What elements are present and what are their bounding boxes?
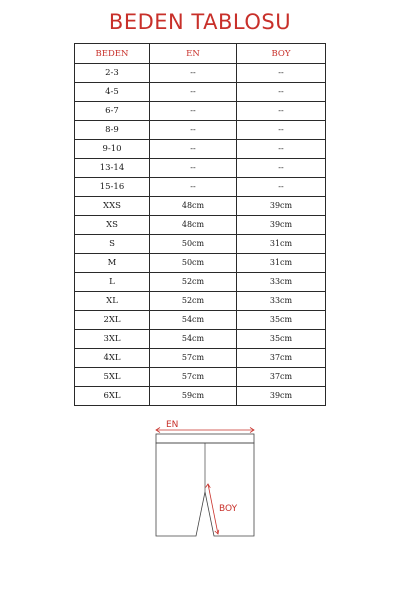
cell-size: 3XL	[75, 330, 150, 349]
cell-size: L	[75, 273, 150, 292]
cell-boy: --	[237, 64, 326, 83]
cell-boy: 37cm	[237, 349, 326, 368]
cell-boy: 39cm	[237, 197, 326, 216]
table-row	[75, 349, 326, 368]
header-beden: BEDEN	[75, 44, 150, 64]
cell-boy: --	[237, 83, 326, 102]
waistband	[156, 434, 254, 443]
table-row	[75, 140, 326, 159]
table-row	[75, 235, 326, 254]
table-row	[75, 254, 326, 273]
cell-boy: 35cm	[237, 311, 326, 330]
cell-boy: 39cm	[237, 216, 326, 235]
cell-en: 57cm	[150, 349, 237, 368]
cell-size: S	[75, 235, 150, 254]
cell-boy: --	[237, 140, 326, 159]
table-row	[75, 368, 326, 387]
table-body	[75, 64, 326, 406]
table-row	[75, 387, 326, 406]
table-row	[75, 64, 326, 83]
label-en: EN	[166, 420, 179, 430]
cell-size: XS	[75, 216, 150, 235]
table-row	[75, 159, 326, 178]
cell-size: 6XL	[75, 387, 150, 406]
cell-size: 2-3	[75, 64, 150, 83]
table-row	[75, 273, 326, 292]
cell-en: 52cm	[150, 292, 237, 311]
cell-boy: --	[237, 121, 326, 140]
cell-boy: --	[237, 102, 326, 121]
cell-size: XXS	[75, 197, 150, 216]
cell-en: --	[150, 102, 237, 121]
table-row	[75, 292, 326, 311]
cell-boy: 33cm	[237, 292, 326, 311]
cell-en: 48cm	[150, 216, 237, 235]
cell-en: --	[150, 83, 237, 102]
cell-en: 52cm	[150, 273, 237, 292]
cell-size: 4-5	[75, 83, 150, 102]
boy-arrow-top	[206, 484, 211, 488]
cell-boy: 31cm	[237, 235, 326, 254]
table-row	[75, 83, 326, 102]
header-boy: BOY	[237, 44, 326, 64]
table-row	[75, 216, 326, 235]
cell-size: 13-14	[75, 159, 150, 178]
table-header-row	[75, 44, 326, 64]
cell-boy: 31cm	[237, 254, 326, 273]
header-en: EN	[150, 44, 237, 64]
cell-en: --	[150, 178, 237, 197]
cell-en: 54cm	[150, 330, 237, 349]
shorts-drawing	[150, 418, 260, 548]
cell-en: 59cm	[150, 387, 237, 406]
cell-en: --	[150, 64, 237, 83]
cell-size: 9-10	[75, 140, 150, 159]
cell-size: 2XL	[75, 311, 150, 330]
cell-size: 6-7	[75, 102, 150, 121]
cell-size: XL	[75, 292, 150, 311]
size-chart-table	[74, 43, 326, 406]
cell-boy: 39cm	[237, 387, 326, 406]
cell-boy: 33cm	[237, 273, 326, 292]
label-boy: BOY	[219, 504, 238, 514]
table-row	[75, 330, 326, 349]
cell-en: 50cm	[150, 254, 237, 273]
cell-en: --	[150, 121, 237, 140]
cell-boy: --	[237, 178, 326, 197]
cell-size: M	[75, 254, 150, 273]
cell-en: 57cm	[150, 368, 237, 387]
cell-size: 15-16	[75, 178, 150, 197]
boy-arrow-bottom	[215, 530, 219, 534]
cell-size: 5XL	[75, 368, 150, 387]
cell-boy: 35cm	[237, 330, 326, 349]
cell-boy: --	[237, 159, 326, 178]
cell-en: 48cm	[150, 197, 237, 216]
table-row	[75, 311, 326, 330]
cell-size: 4XL	[75, 349, 150, 368]
cell-en: --	[150, 159, 237, 178]
table-row	[75, 102, 326, 121]
table-row	[75, 197, 326, 216]
boy-measure-line	[208, 484, 218, 534]
shorts-measurement-diagram	[150, 418, 260, 548]
page-title: BEDEN TABLOSU	[108, 10, 292, 34]
cell-en: 50cm	[150, 235, 237, 254]
cell-boy: 37cm	[237, 368, 326, 387]
cell-en: --	[150, 140, 237, 159]
table-row	[75, 178, 326, 197]
table-row	[75, 121, 326, 140]
cell-en: 54cm	[150, 311, 237, 330]
cell-size: 8-9	[75, 121, 150, 140]
